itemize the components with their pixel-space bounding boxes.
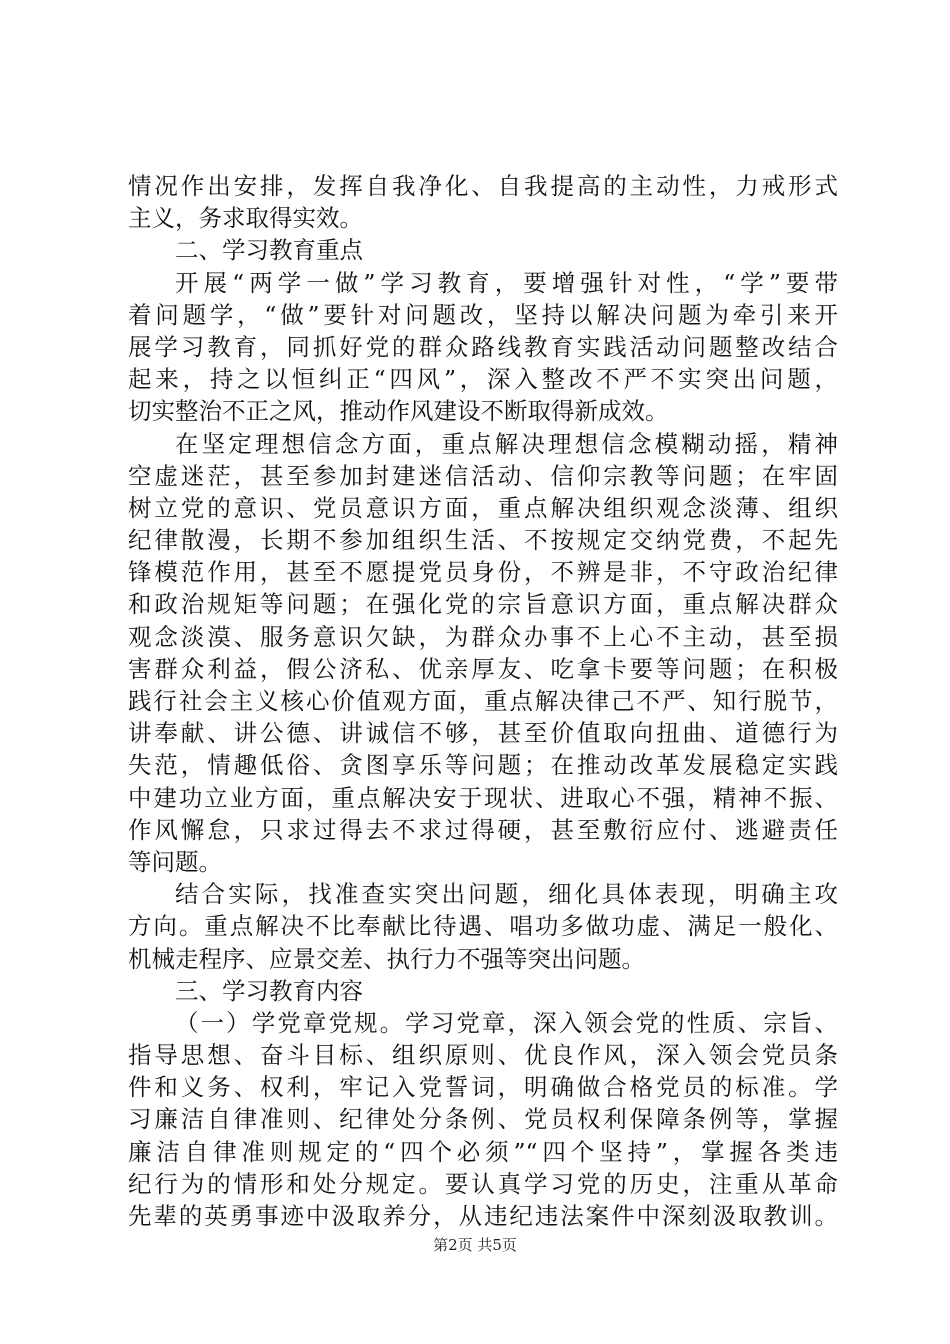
text-line: 起来，持之以恒纠正“四风”，深入整改不严不实突出问题， [128,365,838,394]
text-line: 主义，务求取得实效。 [128,204,363,233]
text-line: 件和义务、权利，牢记入党誓词，明确做合格党员的标准。学 [128,1073,838,1102]
text-line: 着问题学，“做”要针对问题改，坚持以解决问题为牵引来开 [128,300,838,329]
text-line: 方向。重点解决不比奉献比待遇、唱功多做功虚、满足一般化、 [128,912,838,941]
text-line: （一）学党章党规。学习党章，深入领会党的性质、宗旨、 [175,1008,838,1037]
text-line: 纪行为的情形和处分规定。要认真学习党的历史，注重从革命 [128,1169,838,1198]
text-line: 情况作出安排，发挥自我净化、自我提高的主动性，力戒形式 [128,172,838,200]
text-line: 失范，情趣低俗、贪图享乐等问题；在推动改革发展稳定实践 [128,751,838,780]
text-line: 指导思想、奋斗目标、组织原则、优良作风，深入领会党员条 [128,1041,838,1070]
text-line: 在坚定理想信念方面，重点解决理想信念模糊动摇，精神 [175,429,838,458]
text-line: 讲奉献、讲公德、讲诚信不够，甚至价值取向扭曲、道德行为 [128,719,838,748]
section-heading: 三、学习教育内容 [175,976,363,1005]
text-line: 机械走程序、应景交差、执行力不强等突出问题。 [128,944,645,973]
text-line: 纪律散漫，长期不参加组织生活、不按规定交纳党费，不起先 [128,526,838,555]
text-line: 展学习教育，同抓好党的群众路线教育实践活动问题整改结合 [128,332,838,361]
text-line: 等问题。 [128,847,222,876]
text-line: 中建功立业方面，重点解决安于现状、进取心不强，精神不振、 [128,783,838,812]
text-line: 先辈的英勇事迹中汲取养分，从违纪违法案件中深刻汲取教训。 [128,1202,838,1230]
section-heading: 二、学习教育重点 [175,236,363,265]
text-line: 害群众利益，假公济私、优亲厚友、吃拿卡要等问题；在积极 [128,654,838,683]
text-line: 开展“两学一做”学习教育，要增强针对性，“学”要带 [175,268,838,297]
text-line: 践行社会主义核心价值观方面，重点解决律己不严、知行脱节， [128,687,838,715]
text-line: 锋模范作用，甚至不愿提党员身份，不辨是非，不守政治纪律 [128,558,838,587]
text-line: 空虚迷茫，甚至参加封建迷信活动、信仰宗教等问题；在牢固 [128,461,838,490]
text-line: 作风懈怠，只求过得去不求过得硬，甚至敷衍应付、逃避责任 [128,815,838,844]
text-line: 树立党的意识、党员意识方面，重点解决组织观念淡薄、组织 [128,493,838,522]
text-line: 和政治规矩等问题；在强化党的宗旨意识方面，重点解决群众 [128,590,838,619]
text-line: 切实整治不正之风，推动作风建设不断取得新成效。 [128,397,669,426]
text-line: 结合实际，找准查实突出问题，细化具体表现，明确主攻 [175,880,838,909]
text-line: 习廉洁自律准则、纪律处分条例、党员权利保障条例等，掌握 [128,1105,838,1134]
document-body [128,170,838,1232]
text-line: 观念淡漠、服务意识欠缺，为群众办事不上心不主动，甚至损 [128,622,838,651]
page-number: 第2页 共5页 [433,1236,517,1254]
text-line: 廉洁自律准则规定的“四个必须”“四个坚持”，掌握各类违 [128,1137,838,1166]
